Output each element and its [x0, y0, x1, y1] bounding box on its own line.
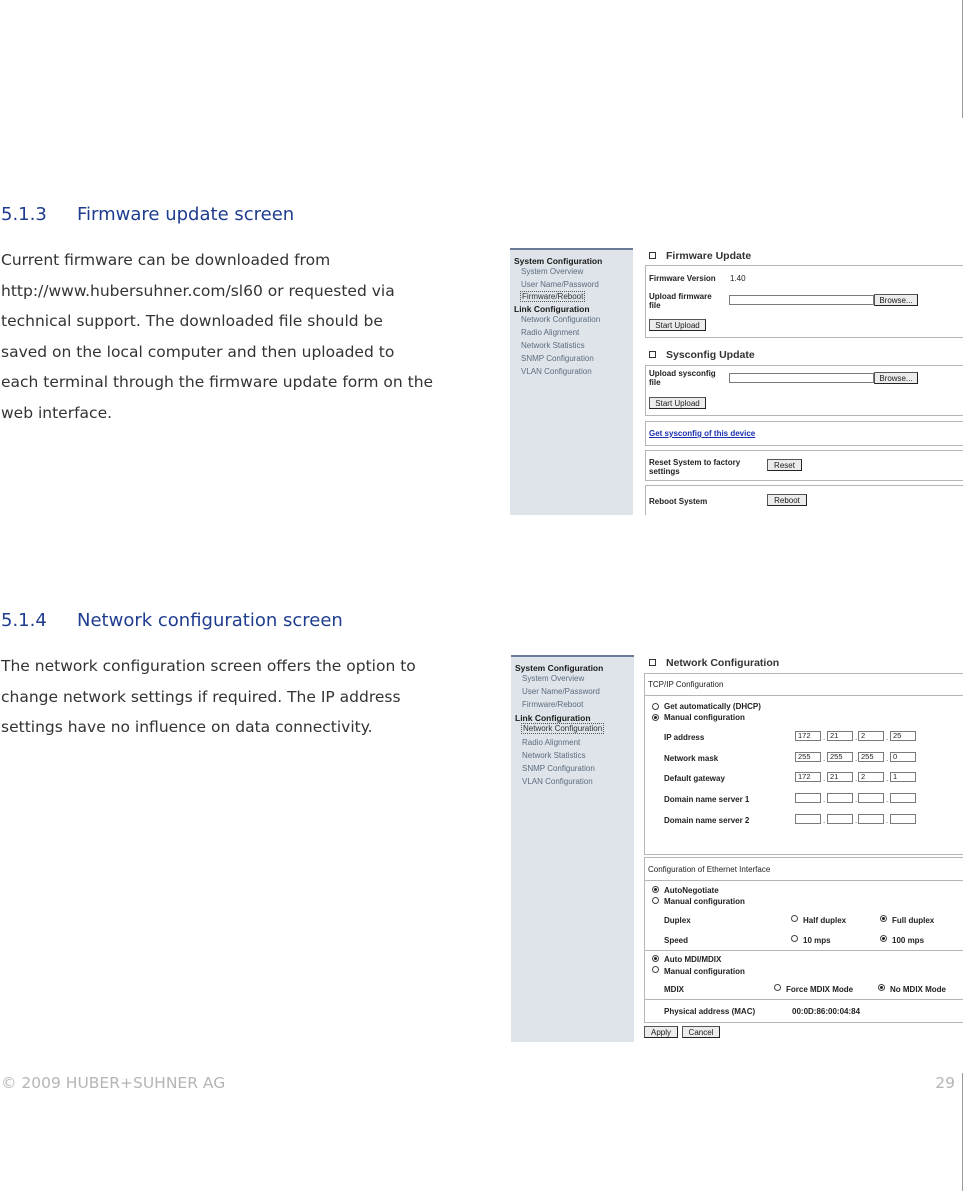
dns2-octet-3[interactable]	[858, 814, 884, 824]
paragraph-line: http://www.hubersuhner.com/sl60 or requested via	[1, 281, 395, 300]
speed-10-radio[interactable]	[791, 935, 798, 942]
tcpip-header: TCP/IP Configuration	[648, 680, 724, 689]
dns2-octet-2[interactable]	[827, 814, 853, 824]
dns2-octet-4[interactable]	[890, 814, 916, 824]
paragraph-line: web interface.	[1, 403, 113, 422]
reboot-box	[645, 485, 963, 515]
sysconfig-update-box	[645, 365, 963, 416]
reset-box	[645, 450, 963, 481]
eth-manual-radio[interactable]	[652, 897, 659, 904]
dns1-octet-2[interactable]	[827, 793, 853, 803]
paragraph-line: saved on the local computer and then uploaded to	[1, 342, 395, 361]
sidebar-item-radio-alignment[interactable]: Radio Alignment	[522, 738, 581, 747]
apply-button[interactable]: Apply	[644, 1026, 678, 1038]
title-text: Firmware Update	[666, 250, 752, 262]
manual-config-label: Manual configuration	[664, 713, 745, 722]
gateway-octet-3[interactable]: 2	[858, 772, 884, 782]
bullet-square-icon	[649, 252, 656, 259]
upload-sysconfig-label: Upload sysconfig file	[649, 369, 716, 387]
bullet-square-icon	[649, 659, 656, 666]
sysconfig-file-input[interactable]	[729, 373, 874, 383]
sidebar-system-configuration: System Configuration	[514, 256, 603, 266]
firmware-version-label: Firmware Version	[649, 274, 716, 283]
firmware-update-title	[649, 250, 751, 262]
sidebar-item-firmware-reboot[interactable]: Firmware/Reboot	[522, 292, 584, 301]
sysconfig-start-upload-button[interactable]: Start Upload	[649, 397, 706, 409]
mac-box	[644, 999, 963, 1023]
sidebar-link-configuration: Link Configuration	[515, 713, 591, 723]
sidebar-item-network-statistics[interactable]: Network Statistics	[522, 751, 586, 760]
section-heading-network	[1, 610, 343, 631]
sidebar-item-network-configuration[interactable]: Network Configuration	[523, 724, 603, 733]
dot-separator: .	[855, 774, 858, 783]
force-mdix-radio[interactable]	[774, 984, 781, 991]
sidebar-item-system-overview[interactable]: System Overview	[522, 674, 585, 683]
autonegotiate-label: AutoNegotiate	[664, 886, 719, 895]
duplex-label: Duplex	[664, 916, 691, 925]
speed-10-label: 10 mps	[803, 936, 831, 945]
mac-value: 00:0D:86:00:04:84	[792, 1007, 861, 1016]
margin-rule-bottom	[962, 1073, 963, 1191]
section-title: Firmware update screen	[77, 204, 295, 225]
sidebar-item-system-overview[interactable]: System Overview	[521, 267, 584, 276]
sidebar-item-network-statistics[interactable]: Network Statistics	[521, 341, 585, 350]
force-mdix-label: Force MDIX Mode	[786, 985, 854, 994]
dot-separator: .	[886, 774, 889, 783]
dot-separator: .	[886, 816, 889, 825]
network-main	[642, 655, 963, 1042]
sidebar-item-vlan-configuration[interactable]: VLAN Configuration	[522, 777, 593, 786]
sidebar	[511, 655, 634, 1042]
dot-separator: .	[886, 733, 889, 742]
firmware-update-box	[645, 265, 963, 338]
mdix-manual-radio[interactable]	[652, 966, 659, 973]
ip-octet-1[interactable]: 172	[795, 731, 821, 741]
gateway-octet-1[interactable]: 172	[795, 772, 821, 782]
dns1-octet-4[interactable]	[890, 793, 916, 803]
dns1-label: Domain name server 1	[664, 795, 750, 804]
network-mask-label: Network mask	[664, 754, 719, 763]
sidebar-item-snmp-configuration[interactable]: SNMP Configuration	[522, 764, 595, 773]
eth-manual-label: Manual configuration	[664, 897, 745, 906]
no-mdix-radio[interactable]	[878, 984, 885, 991]
auto-mdix-radio[interactable]	[652, 955, 659, 962]
sidebar-item-radio-alignment[interactable]: Radio Alignment	[521, 328, 580, 337]
footer-copyright: © 2009 HUBER+SUHNER AG	[1, 1074, 226, 1092]
full-duplex-label: Full duplex	[892, 916, 935, 925]
margin-rule-top	[962, 0, 963, 118]
full-duplex-radio[interactable]	[880, 915, 887, 922]
dot-separator: .	[855, 795, 858, 804]
section-number: 5.1.4	[1, 610, 47, 631]
network-screenshot	[511, 655, 963, 1042]
paragraph-line: Current firmware can be downloaded from	[1, 251, 331, 269]
sysconfig-browse-button[interactable]: Browse...	[874, 372, 918, 384]
ip-octet-4[interactable]: 25	[890, 731, 916, 741]
ip-address-label: IP address	[664, 733, 705, 742]
section-heading-firmware	[1, 204, 294, 225]
speed-100-label: 100 mps	[892, 936, 925, 945]
dot-separator: .	[855, 816, 858, 825]
ethernet-box	[644, 857, 963, 952]
sysconfig-update-title	[649, 349, 755, 361]
half-duplex-label: Half duplex	[803, 916, 847, 925]
sidebar-item-firmware-reboot[interactable]: Firmware/Reboot	[522, 700, 584, 709]
mask-octet-4[interactable]: 0	[890, 752, 916, 762]
default-gateway-label: Default gateway	[664, 774, 725, 783]
mdix-box	[644, 950, 963, 1001]
upload-firmware-label: Upload firmware file	[649, 292, 712, 310]
autonegotiate-radio[interactable]	[652, 886, 659, 893]
sidebar-item-snmp-configuration[interactable]: SNMP Configuration	[521, 354, 594, 363]
speed-label: Speed	[664, 936, 689, 945]
firmware-paragraph	[1, 245, 433, 429]
dns1-octet-3[interactable]	[858, 793, 884, 803]
ethernet-header: Configuration of Ethernet Interface	[648, 865, 771, 874]
mask-octet-2[interactable]: 255	[827, 752, 853, 762]
dhcp-radio[interactable]	[652, 703, 659, 710]
ip-octet-3[interactable]: 2	[858, 731, 884, 741]
dot-separator: .	[823, 795, 826, 804]
paragraph-line: change network settings if required. The IP address	[1, 687, 401, 706]
no-mdix-label: No MDIX Mode	[890, 985, 946, 994]
reset-button[interactable]: Reset	[767, 459, 802, 471]
sidebar-item-network-configuration[interactable]: Network Configuration	[521, 315, 601, 324]
gateway-octet-2[interactable]: 21	[827, 772, 853, 782]
firmware-version-value: 1.40	[730, 274, 746, 283]
dot-separator: .	[823, 754, 826, 763]
dot-separator: .	[855, 754, 858, 763]
mac-label: Physical address (MAC)	[664, 1007, 756, 1016]
sidebar-link-configuration: Link Configuration	[514, 304, 590, 314]
firmware-main	[641, 248, 963, 515]
network-paragraph	[1, 651, 416, 743]
section-title: Network configuration screen	[77, 610, 343, 631]
paragraph-line: technical support. The downloaded file should be	[1, 312, 383, 331]
firmware-browse-button[interactable]: Browse...	[874, 294, 918, 306]
title-text: Sysconfig Update	[666, 349, 755, 361]
mask-octet-3[interactable]: 255	[858, 752, 884, 762]
dns1-octet-1[interactable]	[795, 793, 821, 803]
cancel-button[interactable]: Cancel	[682, 1026, 720, 1038]
dot-separator: .	[823, 774, 826, 783]
firmware-file-input[interactable]	[729, 295, 874, 305]
sidebar-item-vlan-configuration[interactable]: VLAN Configuration	[521, 367, 592, 376]
reset-label: Reset System to factory settings	[649, 458, 741, 476]
section-number: 5.1.3	[1, 204, 47, 225]
dot-separator: .	[886, 795, 889, 804]
manual-config-radio[interactable]	[652, 714, 659, 721]
dot-separator: .	[855, 733, 858, 742]
mask-octet-1[interactable]: 255	[795, 752, 821, 762]
auto-mdix-label: Auto MDI/MDIX	[664, 955, 722, 964]
firmware-start-upload-button[interactable]: Start Upload	[649, 319, 706, 331]
reboot-label: Reboot System	[649, 497, 708, 506]
bullet-square-icon	[649, 351, 656, 358]
dns2-label: Domain name server 2	[664, 816, 750, 825]
ethernet-header-row	[645, 858, 963, 881]
paragraph-line: settings have no influence on data connectivity.	[1, 718, 373, 737]
sidebar	[510, 248, 633, 515]
dot-separator: .	[886, 754, 889, 763]
mdix-manual-label: Manual configuration	[664, 967, 745, 976]
page-number: 29	[935, 1074, 955, 1092]
sidebar-item-user-password[interactable]: User Name/Password	[522, 687, 600, 696]
half-duplex-radio[interactable]	[791, 915, 798, 922]
reboot-button[interactable]: Reboot	[767, 494, 807, 506]
get-sysconfig-link[interactable]: Get sysconfig of this device	[649, 429, 756, 438]
dot-separator: .	[823, 816, 826, 825]
firmware-screenshot	[510, 248, 963, 515]
dns2-octet-1[interactable]	[795, 814, 821, 824]
speed-100-radio[interactable]	[880, 935, 887, 942]
dot-separator: .	[823, 733, 826, 742]
network-configuration-title	[649, 657, 779, 669]
tcpip-box	[644, 673, 963, 855]
tcpip-header-row	[645, 674, 963, 696]
paragraph-line: The network configuration screen offers the option to	[1, 657, 416, 675]
title-text: Network Configuration	[666, 657, 780, 669]
sidebar-system-configuration: System Configuration	[515, 663, 604, 673]
dhcp-label: Get automatically (DHCP)	[664, 702, 761, 711]
sidebar-item-user-password[interactable]: User Name/Password	[521, 280, 599, 289]
paragraph-line: each terminal through the firmware update form on the	[1, 373, 434, 392]
get-sysconfig-box	[645, 421, 963, 446]
gateway-octet-4[interactable]: 1	[890, 772, 916, 782]
ip-octet-2[interactable]: 21	[827, 731, 853, 741]
mdix-label: MDIX	[664, 985, 684, 994]
